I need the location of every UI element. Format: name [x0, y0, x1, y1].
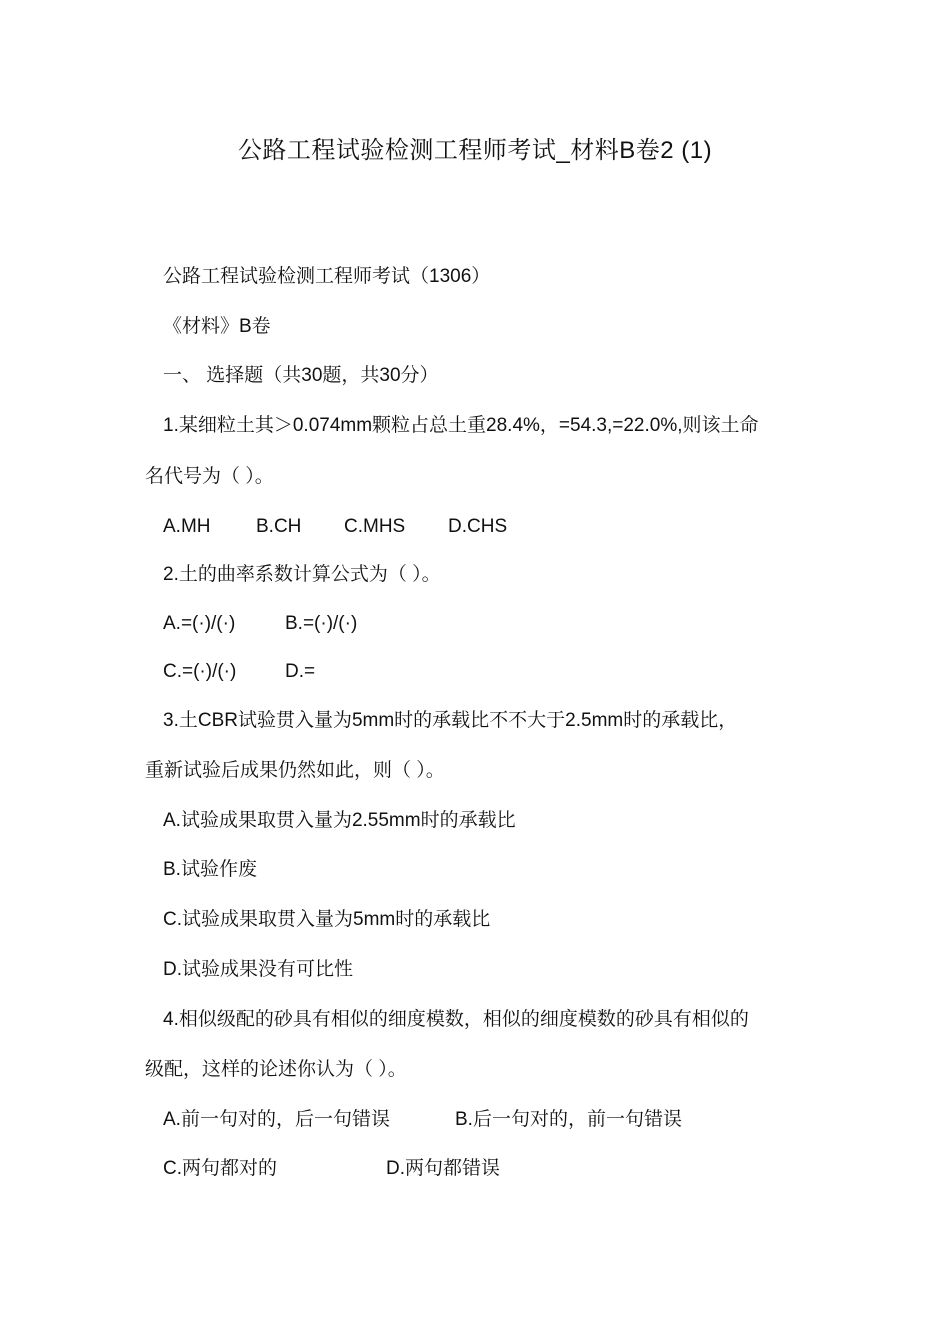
question-1-option-b: B.CH — [256, 516, 302, 537]
question-4-option-c: C.两句都对的 — [163, 1158, 278, 1179]
question-2-option-b: B.=(·)/(·) — [285, 613, 358, 634]
question-2-stem-line-1: 2.土的曲率系数计算公式为（ ）。 — [163, 564, 441, 585]
question-2-option-a: A.=(·)/(·) — [163, 613, 236, 634]
question-4-option-d: D.两句都错误 — [386, 1158, 501, 1179]
question-3-stem-line-2: 重新试验后成果仍然如此，则（ ）。 — [145, 760, 445, 781]
question-3-option-c: C.试验成果取贯入量为5mm时的承载比 — [163, 909, 491, 930]
question-3-option-a: A.试验成果取贯入量为2.55mm时的承载比 — [163, 810, 516, 831]
section-heading: 一、 选择题（共30题，共30分） — [163, 365, 439, 386]
question-1-option-c: C.MHS — [344, 516, 406, 537]
document-title: 公路工程试验检测工程师考试_材料B卷2 (1) — [237, 137, 713, 164]
question-4-option-b: B.后一句对的，前一句错误 — [455, 1109, 682, 1130]
question-4-options-row-2 — [0, 1157, 950, 1181]
question-2-option-c: C.=(·)/(·) — [163, 661, 237, 682]
question-2-option-d: D.= — [285, 661, 316, 682]
question-3-option-d: D.试验成果没有可比性 — [163, 959, 354, 980]
question-1-stem-line-1: 1.某细粒土其＞0.074mm颗粒占总土重28.4%，=54.3,=22.0%,则该土命 — [163, 415, 759, 436]
exam-subtitle: 公路工程试验检测工程师考试（1306） — [163, 266, 491, 287]
question-4-stem-line-2: 级配，这样的论述你认为（ ）。 — [145, 1059, 407, 1080]
paper-name: 《材料》B卷 — [163, 316, 271, 337]
question-1-stem-line-2: 名代号为（ ）。 — [145, 466, 274, 487]
question-2-options-row-2 — [0, 660, 950, 684]
question-3-option-b: B.试验作废 — [163, 859, 257, 880]
question-1-option-a: A.MH — [163, 516, 211, 537]
question-1-option-d: D.CHS — [448, 516, 508, 537]
question-4-option-a: A.前一句对的，后一句错误 — [163, 1109, 390, 1130]
question-1-options — [0, 515, 950, 539]
question-3-stem-line-1: 3.土CBR试验贯入量为5mm时的承载比不不大于2.5mm时的承载比， — [163, 710, 738, 731]
question-4-options-row-1 — [0, 1108, 950, 1132]
question-4-stem-line-1: 4.相似级配的砂具有相似的细度模数，相似的细度模数的砂具有相似的 — [163, 1009, 749, 1030]
question-2-options-row-1 — [0, 612, 950, 636]
